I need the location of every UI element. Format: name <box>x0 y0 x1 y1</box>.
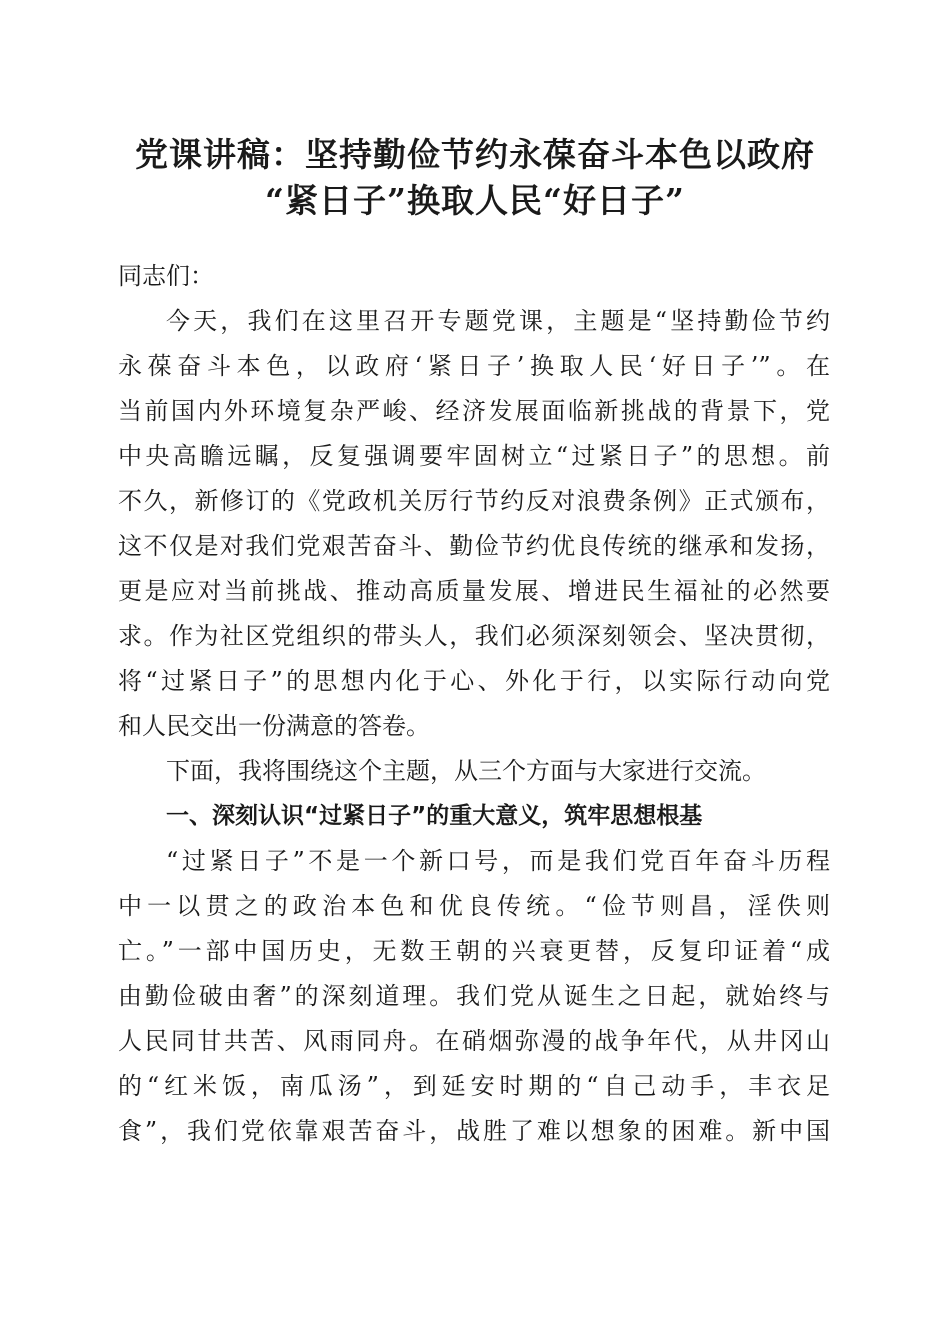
paragraph-line: 求。作为社区党组织的带头人，我们必须深刻领会、坚决贯彻， <box>118 622 830 650</box>
title-line-2: “紧日子”换取人民“好日子” <box>265 181 685 220</box>
paragraph-line: 更是应对当前挑战、推动高质量发展、增进民生福祉的必然要 <box>118 577 830 605</box>
paragraph-line: 亡。”一部中国历史，无数王朝的兴衰更替，反复印证着“成 <box>118 937 830 965</box>
paragraph-line: 这不仅是对我们党艰苦奋斗、勤俭节约优良传统的继承和发扬， <box>118 532 830 560</box>
paragraph-line: 将“过紧日子”的思想内化于心、外化于行，以实际行动向党 <box>118 667 830 695</box>
paragraph-line: 食”，我们党依靠艰苦奋斗，战胜了难以想象的困难。新中国 <box>118 1117 830 1145</box>
paragraph-line: 的“红米饭，南瓜汤”，到延安时期的“自己动手，丰衣足 <box>118 1072 830 1100</box>
paragraph-1 <box>118 299 830 749</box>
document-title <box>100 132 850 224</box>
document-body <box>118 254 830 1154</box>
paragraph-line: 中央高瞻远瞩，反复强调要牢固树立“过紧日子”的思想。前 <box>118 442 830 470</box>
paragraph-2: 下面，我将围绕这个主题，从三个方面与大家进行交流。 <box>166 757 766 785</box>
section-1-heading: 一、深刻认识“过紧日子”的重大意义，筑牢思想根基 <box>166 803 703 829</box>
paragraph-line: 和人民交出一份满意的答卷。 <box>118 712 430 740</box>
paragraph-line: 今天，我们在这里召开专题党课，主题是“坚持勤俭节约 <box>166 307 830 335</box>
paragraph-line: 中一以贯之的政治本色和优良传统。“俭节则昌，淫佚则 <box>118 892 830 920</box>
paragraph-line: 永葆奋斗本色，以政府‘紧日子’换取人民‘好日子’”。在 <box>118 352 830 380</box>
paragraph-line: “过紧日子”不是一个新口号，而是我们党百年奋斗历程 <box>166 847 830 875</box>
paragraph-line: 当前国内外环境复杂严峻、经济发展面临新挑战的背景下，党 <box>118 397 830 425</box>
title-line-1: 党课讲稿：坚持勤俭节约永葆奋斗本色以政府 <box>135 135 815 174</box>
paragraph-3 <box>118 839 830 1154</box>
paragraph-line: 由勤俭破由奢”的深刻道理。我们党从诞生之日起，就始终与 <box>118 982 830 1010</box>
salutation: 同志们： <box>118 262 214 290</box>
paragraph-line: 不久，新修订的《党政机关厉行节约反对浪费条例》正式颁布， <box>118 487 830 515</box>
paragraph-line: 人民同甘共苦、风雨同舟。在硝烟弥漫的战争年代，从井冈山 <box>118 1027 830 1055</box>
